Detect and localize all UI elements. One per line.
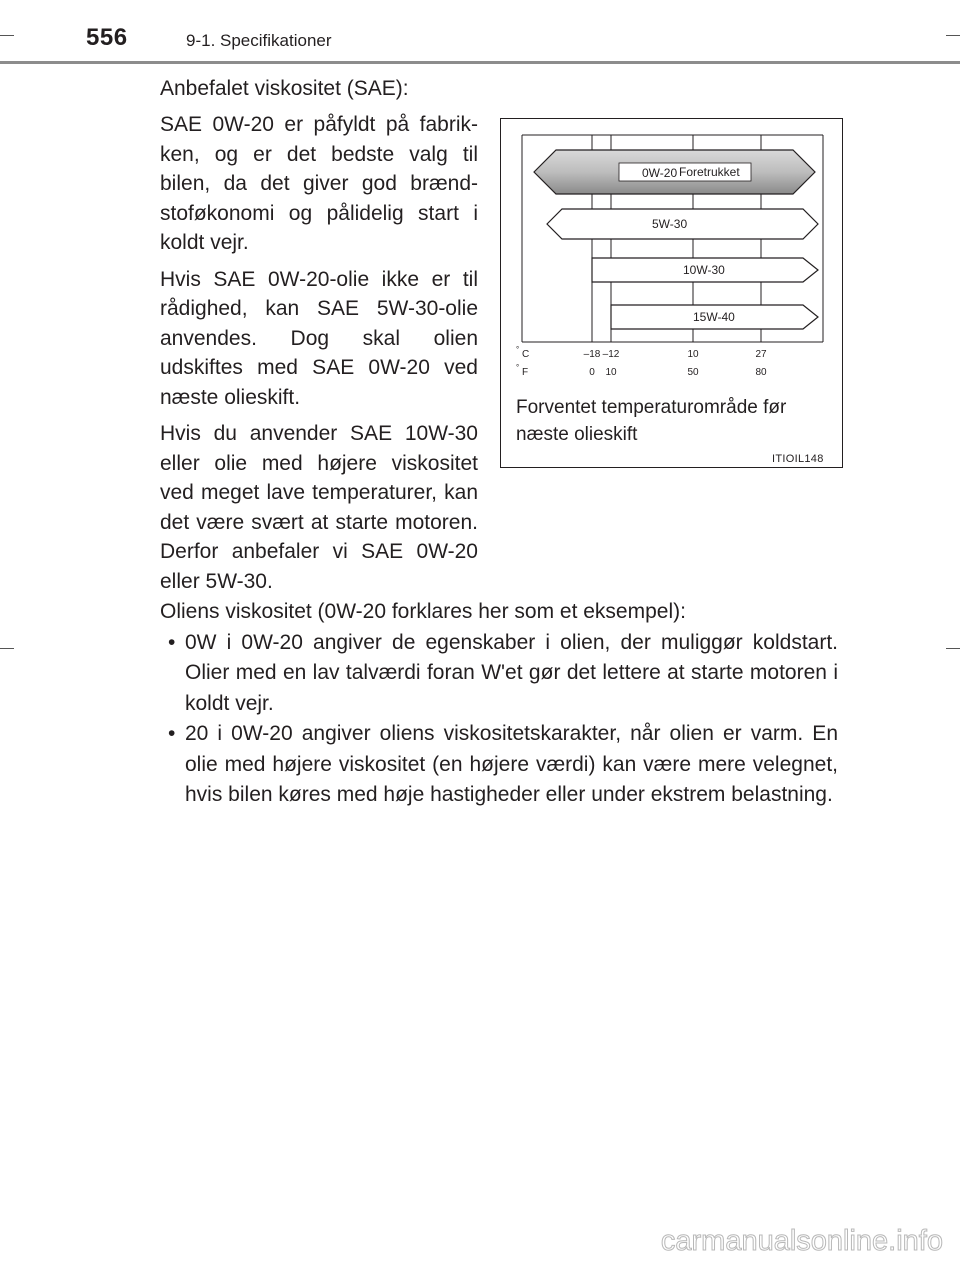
left-column — [160, 110, 478, 603]
figure-caption: Forventet temperaturområde før næste olieskift — [516, 397, 787, 445]
tick-f: 50 — [687, 367, 699, 378]
label-15w40: 15W-40 — [693, 310, 735, 324]
watermark-text: carmanualsonline.info — [660, 1225, 943, 1257]
label-0w20: 0W-20 — [642, 166, 678, 180]
figure-code: ITIOIL148 — [772, 453, 824, 465]
crop-mark — [946, 648, 960, 649]
degree-mark: ° — [516, 345, 520, 354]
page-number: 556 — [86, 24, 128, 51]
paragraph: Hvis du anvender SAE 10W-30 eller olie med højere viskositet ved meget lave temperaturer, kan det være svært at starte motoren. Derfor anbefaler vi SAE 0W-20 eller 5W-30. — [160, 422, 478, 593]
bullet-mark: • — [168, 630, 176, 654]
header-rule — [0, 61, 960, 64]
label-10w30: 10W-30 — [683, 263, 725, 277]
watermark-footer — [0, 1208, 960, 1264]
list-item — [160, 719, 838, 811]
tick-c: 10 — [687, 349, 699, 360]
viscosity-explanation — [160, 597, 838, 811]
explanation-lead: Oliens viskositet (0W-20 forklares her som et eksempel): — [160, 600, 686, 623]
label-5w30: 5W-30 — [652, 217, 688, 231]
tick-c: 27 — [755, 349, 767, 360]
label-preferred: Foretrukket — [679, 165, 740, 179]
bullet-mark: • — [168, 722, 176, 745]
tick-f: 0 — [589, 367, 595, 378]
paragraph: SAE 0W-20 er påfyldt på fabrikken, og er det bedste valg til bilen, da det giver god brændstoføkonomi og pålidelig start i koldt vejr. — [160, 113, 478, 254]
section-title: 9-1. Specifikationer — [186, 31, 332, 50]
list-item-text: 0W i 0W-20 angiver de egenskaber i olien, der muliggør koldstart. Olier med en lav talværdi foran W'et gør det lettere at starte motoren i koldt vejr. — [185, 630, 838, 715]
list-item — [160, 628, 838, 720]
degree-mark: ° — [516, 363, 520, 372]
tick-c: –12 — [602, 349, 620, 360]
tick-c: –18 — [583, 349, 601, 360]
list-item-text: 20 i 0W-20 angiver oliens viskositetskarakter, når olien er varm. En olie med højere viskositet (en højere værdi) kan være mere velegnet, hvis bilen køres med høje hastigheder eller under ekstrem belastning. — [185, 722, 838, 806]
temperature-scale — [516, 345, 767, 378]
crop-mark — [0, 648, 14, 649]
unit-fahrenheit: F — [522, 367, 529, 378]
paragraph: Hvis SAE 0W-20-olie ikke er til rådighed, kan SAE 5W-30-olie anvendes. Dog skal olien udskiftes med SAE 0W-20 ved næste olieskift. — [160, 267, 478, 409]
tick-f: 80 — [755, 367, 767, 378]
crop-mark — [946, 35, 960, 36]
tick-f: 10 — [605, 367, 617, 378]
crop-mark — [0, 35, 14, 36]
intro-heading: Anbefalet viskositet (SAE): — [160, 77, 409, 100]
unit-celsius: C — [522, 349, 530, 360]
